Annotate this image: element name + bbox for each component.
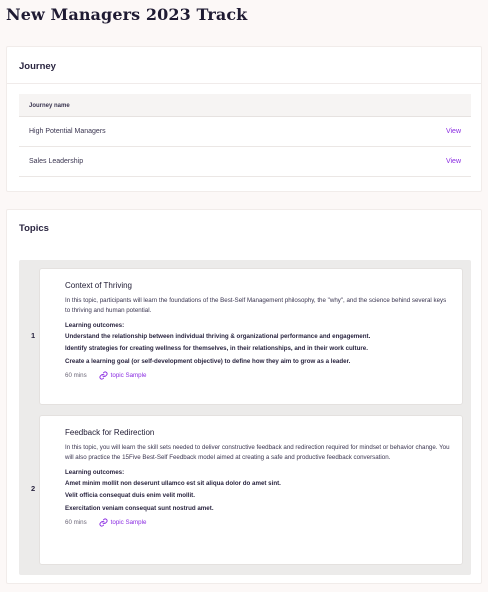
learning-outcome: Exercitation veniam consequat sunt nostrud amet. bbox=[65, 504, 214, 512]
topic-sample-label[interactable]: topic Sample bbox=[110, 372, 147, 380]
topic-title: Context of Thriving bbox=[65, 281, 132, 290]
topics-list bbox=[19, 260, 471, 575]
table-row bbox=[19, 117, 471, 147]
topic-sample-label[interactable]: topic Sample bbox=[110, 519, 147, 527]
topic-number: 2 bbox=[31, 484, 36, 493]
topic-meta bbox=[65, 518, 450, 527]
journey-name: Sales Leadership bbox=[29, 158, 84, 165]
table-row bbox=[19, 147, 471, 177]
view-link[interactable]: View bbox=[445, 158, 461, 165]
topic-number: 1 bbox=[31, 331, 36, 340]
learning-outcomes-label: Learning outcomes: bbox=[65, 469, 125, 476]
view-link[interactable]: View bbox=[445, 128, 461, 135]
topic-card bbox=[31, 268, 463, 405]
topic-title: Feedback for Redirection bbox=[65, 428, 155, 437]
journey-table bbox=[19, 94, 471, 177]
topic-description: In this topic, you will learn the skill sets needed to deliver constructive feedback and redirection required for mindset or behavior change. You will also practice the 15Five Best-Self Feedback model aimed at creating a safe and productive feedback conversation. bbox=[65, 444, 450, 461]
topic-sample-link[interactable] bbox=[99, 371, 147, 380]
page-title: New Managers 2023 Track bbox=[6, 5, 248, 24]
learning-outcome: Understand the relationship between individual thriving & organizational performance and engagement. bbox=[65, 333, 371, 340]
learning-outcome: Amet minim mollit non deserunt ullamco est sit aliqua dolor do amet sint. bbox=[65, 480, 281, 487]
topic-duration: 60 mins bbox=[65, 372, 87, 380]
topic-description: In this topic, participants will learn the foundations of the Best-Self Management philosophy, the "why", and the science behind several keys to thriving and human potential. bbox=[65, 297, 447, 314]
learning-outcome: Velit officia consequat duis enim velit mollit. bbox=[65, 492, 195, 500]
topic-sample-link[interactable] bbox=[99, 518, 147, 527]
journey-name: High Potential Managers bbox=[29, 128, 106, 135]
learning-outcome: Create a learning goal (or self-development objective) to define how they aim to grow as a leader. bbox=[65, 357, 351, 365]
topics-heading: Topics bbox=[19, 223, 49, 234]
learning-outcome: Identify strategies for creating wellness for themselves, in their relationships, and in their work culture. bbox=[65, 345, 368, 353]
link-icon bbox=[99, 371, 108, 380]
topic-duration: 60 mins bbox=[65, 519, 87, 527]
journey-heading: Journey bbox=[7, 47, 481, 84]
topic-card bbox=[31, 415, 463, 565]
link-icon bbox=[99, 518, 108, 527]
journey-column-header: Journey name bbox=[19, 94, 471, 117]
journey-card bbox=[6, 46, 482, 192]
topics-card bbox=[6, 209, 482, 584]
learning-outcomes-label: Learning outcomes: bbox=[65, 322, 125, 329]
topic-meta bbox=[65, 371, 450, 380]
